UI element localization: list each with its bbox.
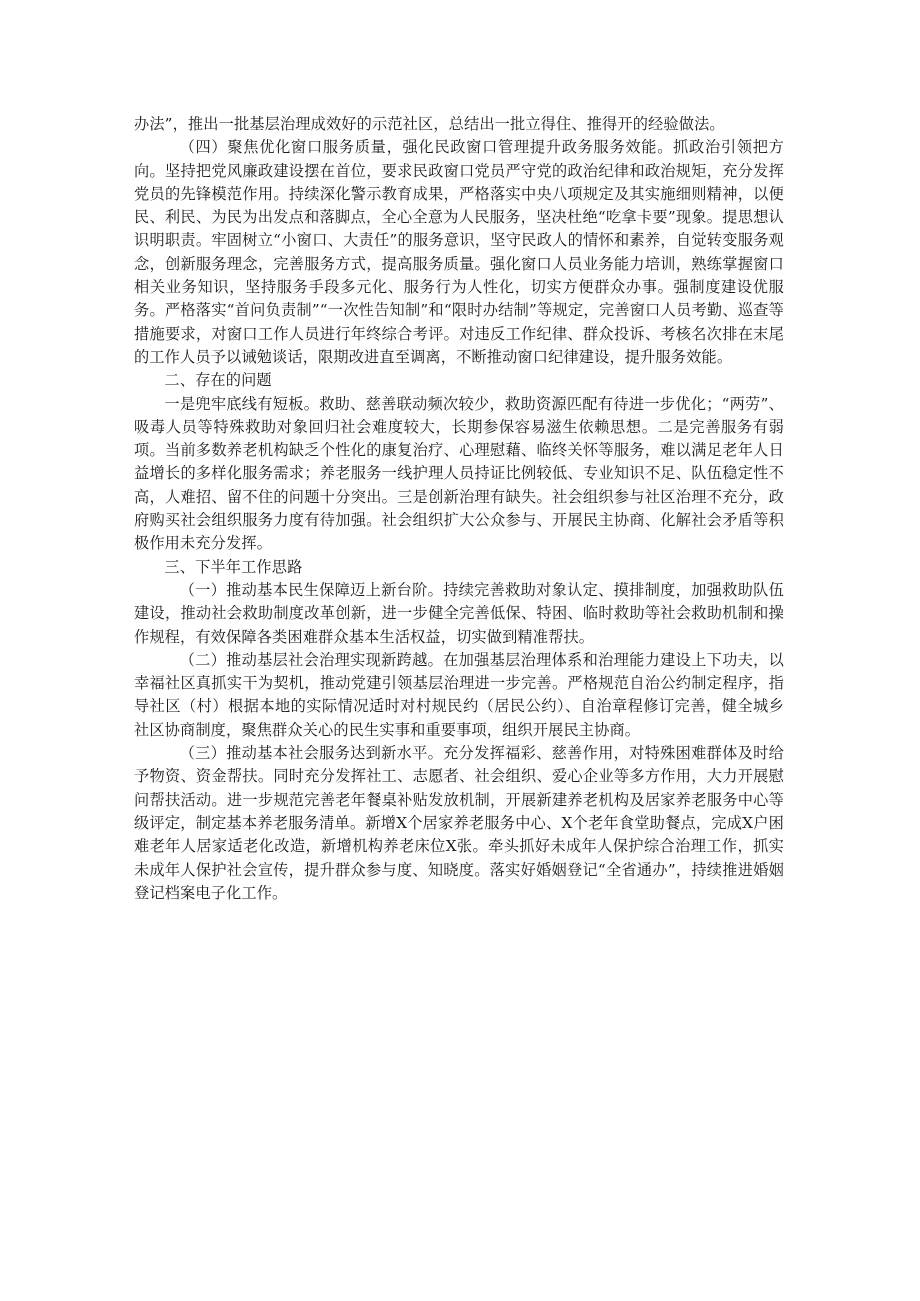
section-heading-plans: 三、下半年工作思路 [164,557,303,576]
paragraph-plan-services: （三）推动基本社会服务达到新水平。充分发挥福彩、慈善作用，对特殊困难群体及时给予物资、资金帮扶。同时充分发挥社工、志愿者、社会组织、爱心企业等多方作用，大力开展慰问帮扶活动。进一步规范完善老年餐桌补贴发放机制，开展新建养老机构及居家养老服务中心等级评定，制定基本养老服务清单。新增X个居家养老服务中心、X个老年食堂助餐点，完成X户困难老年人居家适老化改造，新增机构养老床位X张。牵头抓好未成年人保护综合治理工作，抓实未成年人保护社会宣传，提升群众参与度、知晓度。落实好婚姻登记“全省通办”，持续推进婚姻登记档案电子化工作。 [134,744,784,902]
paragraph-continuation: 办法”，推出一批基层治理成效好的示范社区，总结出一批立得住、推得开的经验做法。 [134,115,725,133]
document-body [134,113,784,905]
section-heading-problems: 二、存在的问题 [164,371,272,390]
paragraph-window-service: （四）聚焦优化窗口服务质量，强化民政窗口管理提升政务服务效能。抓政治引领把方向。坚持把党风廉政建设摆在首位，要求民政窗口党员严守党的政治纪律和政治规矩，充分发挥党员的先锋模范作用。持续深化警示教育成果，严格落实中央八项规定及其实施细则精神，以便民、利民、为民为出发点和落脚点，全心全意为人民服务，坚决杜绝“吃拿卡要”现象。提思想认识明职责。牢固树立“小窗口、大责任”的服务意识，坚守民政人的情怀和素养，自觉转变服务观念，创新服务理念，完善服务方式，提高服务质量。强化窗口人员业务能力培训，熟练掌握窗口相关业务知识，坚持服务手段多元化、服务行为人性化，切实方便群众办事。强制度建设优服务。严格落实“首问负责制”“一次性告知制”和“限时办结制”等规定，完善窗口人员考勤、巡查等措施要求，对窗口工作人员进行年终综合考评。对违反工作纪律、群众投诉、考核名次排在末尾的工作人员予以诫勉谈话，限期改进直至调离，不断推动窗口纪律建设，提升服务效能。 [134,138,784,366]
paragraph-plan-livelihood: （一）推动基本民生保障迈上新台阶。持续完善救助对象认定、摸排制度，加强救助队伍建设，推动社会救助制度改革创新，进一步健全完善低保、特困、临时救助等社会救助机制和操作规程，有效保障各类困难群众基本生活权益，切实做到精准帮扶。 [134,580,784,646]
paragraph-plan-governance: （二）推动基层社会治理实现新跨越。在加强基层治理体系和治理能力建设上下功夫，以幸福社区真抓实干为契机，推动党建引领基层治理进一步完善。严格规范自治公约制定程序，指导社区（村）根据本地的实际情况适时对村规民约（居民公约）、自治章程修订完善，健全城乡社区协商制度，聚焦群众关心的民生实事和重要事项，组织开展民主协商。 [134,650,784,739]
paragraph-problems: 一是兜牢底线有短板。救助、慈善联动频次较少，救助资源匹配有待进一步优化；“两劳”、吸毒人员等特殊救助对象回归社会难度较大，长期参保容易滋生依赖思想。二是完善服务有弱项。当前多数养老机构缺乏个性化的康复治疗、心理慰藉、临终关怀等服务，难以满足老年人日益增长的多样化服务需求；养老服务一线护理人员持证比例较低、专业知识不足、队伍稳定性不高，人难招、留不住的问题十分突出。三是创新治理有缺失。社会组织参与社区治理不充分，政府购买社会组织服务力度有待加强。社会组织扩大公众参与、开展民主协商、化解社会矛盾等积极作用未充分发挥。 [134,394,784,553]
